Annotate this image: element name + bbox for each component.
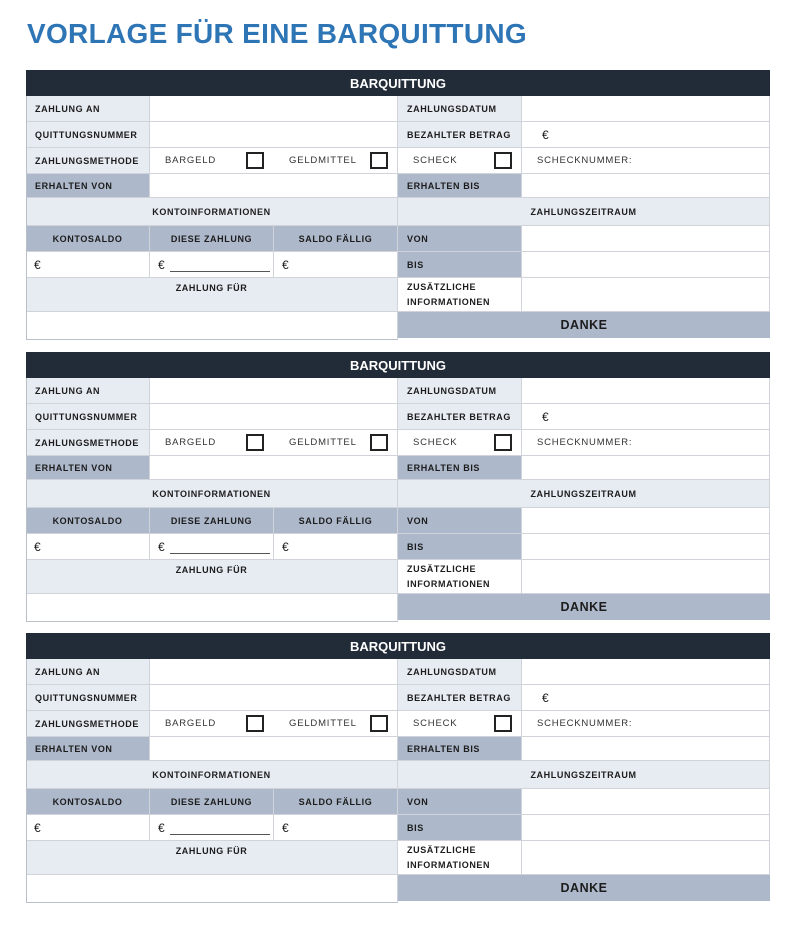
input-zahlung-an[interactable]: [150, 378, 398, 404]
label-erhalten-bis: ERHALTEN BIS: [398, 737, 522, 761]
danke-banner: DANKE: [398, 312, 770, 338]
currency-symbol: €: [542, 409, 549, 424]
label-bis: BIS: [398, 815, 522, 841]
input-bezahlter-betrag[interactable]: [522, 122, 770, 148]
option-geldmittel: GELDMITTEL: [289, 155, 357, 166]
option-bargeld: BARGELD: [165, 718, 217, 729]
input-diese-zahlung[interactable]: [150, 252, 274, 278]
input-erhalten-von[interactable]: [150, 737, 398, 761]
label-quittungsnummer: QUITTUNGSNUMMER: [26, 122, 150, 148]
page-title: VORLAGE FÜR EINE BARQUITTUNG: [27, 18, 527, 49]
input-zahlung-fuer[interactable]: [26, 594, 398, 622]
section-zahlungszeitraum: ZAHLUNGSZEITRAUM: [398, 761, 770, 789]
input-kontosaldo[interactable]: [26, 252, 150, 278]
left-border: [26, 659, 27, 875]
input-diese-zahlung[interactable]: [150, 815, 274, 841]
input-erhalten-bis[interactable]: [522, 456, 770, 480]
currency-symbol: €: [282, 539, 289, 554]
label-zahlung-an: ZAHLUNG AN: [26, 96, 150, 122]
option-geldmittel: GELDMITTEL: [289, 718, 357, 729]
left-border: [26, 378, 27, 594]
receipt-2: [26, 352, 770, 622]
label-bezahlter-betrag: BEZAHLTER BETRAG: [398, 685, 522, 711]
label-zahlung-an: ZAHLUNG AN: [26, 378, 150, 404]
input-von[interactable]: [522, 789, 770, 815]
col-saldo-faellig: SALDO FÄLLIG: [274, 508, 398, 534]
input-quittungsnummer[interactable]: [150, 404, 398, 430]
input-von[interactable]: [522, 226, 770, 252]
label-erhalten-bis: ERHALTEN BIS: [398, 456, 522, 480]
schecknummer-cell[interactable]: [522, 711, 770, 737]
label-zahlung-fuer: ZAHLUNG FÜR: [26, 278, 398, 312]
label-zusaetzliche-informationen: [398, 560, 522, 594]
currency-symbol: €: [158, 820, 165, 835]
danke-banner: DANKE: [398, 594, 770, 620]
input-saldo-faellig[interactable]: [274, 252, 398, 278]
input-zusaetzliche-informationen[interactable]: [522, 278, 770, 312]
checkbox-bargeld[interactable]: [246, 152, 264, 169]
label-erhalten-von: ERHALTEN VON: [26, 737, 150, 761]
currency-symbol: €: [158, 539, 165, 554]
col-diese-zahlung: DIESE ZAHLUNG: [150, 789, 274, 815]
label-zahlung-fuer: ZAHLUNG FÜR: [26, 560, 398, 594]
danke-banner: DANKE: [398, 875, 770, 901]
schecknummer-cell[interactable]: [522, 430, 770, 456]
label-zahlung-fuer: ZAHLUNG FÜR: [26, 841, 398, 875]
input-kontosaldo[interactable]: [26, 815, 150, 841]
option-geldmittel: GELDMITTEL: [289, 437, 357, 448]
label-schecknummer: SCHECKNUMMER:: [537, 718, 633, 729]
label-erhalten-von: ERHALTEN VON: [26, 456, 150, 480]
currency-symbol: €: [282, 257, 289, 272]
section-zahlungszeitraum: ZAHLUNGSZEITRAUM: [398, 198, 770, 226]
input-saldo-faellig[interactable]: [274, 815, 398, 841]
label-zusaetzliche: ZUSÄTZLICHE: [407, 563, 477, 574]
option-bargeld: BARGELD: [165, 437, 217, 448]
payment-method-options: [150, 711, 398, 737]
label-informationen: INFORMATIONEN: [407, 859, 491, 870]
schecknummer-cell[interactable]: [522, 148, 770, 174]
label-zusaetzliche-informationen: [398, 841, 522, 875]
currency-symbol: €: [34, 257, 41, 272]
input-saldo-faellig[interactable]: [274, 534, 398, 560]
currency-symbol: €: [158, 257, 165, 272]
checkbox-scheck[interactable]: [494, 715, 512, 732]
input-erhalten-von[interactable]: [150, 174, 398, 198]
option-scheck: SCHECK: [413, 437, 458, 448]
label-zusaetzliche-informationen: [398, 278, 522, 312]
input-zahlung-an[interactable]: [150, 659, 398, 685]
option-scheck-cell: [398, 711, 522, 737]
input-zahlungsdatum[interactable]: [522, 659, 770, 685]
option-scheck: SCHECK: [413, 718, 458, 729]
checkbox-bargeld[interactable]: [246, 434, 264, 451]
section-kontoinformationen: KONTOINFORMATIONEN: [26, 480, 398, 508]
label-zahlungsdatum: ZAHLUNGSDATUM: [398, 378, 522, 404]
label-bis: BIS: [398, 534, 522, 560]
col-kontosaldo: KONTOSALDO: [26, 789, 150, 815]
receipt-1: [26, 70, 770, 340]
label-zusaetzliche: ZUSÄTZLICHE: [407, 281, 477, 292]
label-von: VON: [398, 226, 522, 252]
label-schecknummer: SCHECKNUMMER:: [537, 155, 633, 166]
checkbox-geldmittel[interactable]: [370, 715, 388, 732]
label-bis: BIS: [398, 252, 522, 278]
checkbox-geldmittel[interactable]: [370, 152, 388, 169]
input-bezahlter-betrag[interactable]: [522, 685, 770, 711]
col-saldo-faellig: SALDO FÄLLIG: [274, 226, 398, 252]
input-bis[interactable]: [522, 252, 770, 278]
input-zahlung-fuer[interactable]: [26, 312, 398, 340]
label-zahlungsmethode: ZAHLUNGSMETHODE: [26, 430, 150, 456]
currency-symbol: €: [34, 820, 41, 835]
currency-symbol: €: [542, 127, 549, 142]
label-erhalten-bis: ERHALTEN BIS: [398, 174, 522, 198]
col-kontosaldo: KONTOSALDO: [26, 508, 150, 534]
input-zusaetzliche-informationen[interactable]: [522, 560, 770, 594]
input-zahlungsdatum[interactable]: [522, 378, 770, 404]
col-diese-zahlung: DIESE ZAHLUNG: [150, 226, 274, 252]
section-kontoinformationen: KONTOINFORMATIONEN: [26, 761, 398, 789]
payment-method-options: [150, 148, 398, 174]
input-erhalten-bis[interactable]: [522, 174, 770, 198]
input-kontosaldo[interactable]: [26, 534, 150, 560]
underline: [170, 271, 270, 272]
underline: [170, 834, 270, 835]
label-zahlungsdatum: ZAHLUNGSDATUM: [398, 659, 522, 685]
col-diese-zahlung: DIESE ZAHLUNG: [150, 508, 274, 534]
currency-symbol: €: [34, 539, 41, 554]
label-informationen: INFORMATIONEN: [407, 296, 491, 307]
receipt-header: BARQUITTUNG: [26, 352, 770, 378]
currency-symbol: €: [282, 820, 289, 835]
receipt-header: BARQUITTUNG: [26, 633, 770, 659]
label-zahlungsmethode: ZAHLUNGSMETHODE: [26, 711, 150, 737]
receipt-3: [26, 633, 770, 903]
checkbox-scheck[interactable]: [494, 152, 512, 169]
col-kontosaldo: KONTOSALDO: [26, 226, 150, 252]
label-quittungsnummer: QUITTUNGSNUMMER: [26, 404, 150, 430]
label-zahlungsmethode: ZAHLUNGSMETHODE: [26, 148, 150, 174]
label-schecknummer: SCHECKNUMMER:: [537, 437, 633, 448]
label-von: VON: [398, 789, 522, 815]
input-bis[interactable]: [522, 815, 770, 841]
label-bezahlter-betrag: BEZAHLTER BETRAG: [398, 404, 522, 430]
label-zahlung-an: ZAHLUNG AN: [26, 659, 150, 685]
option-scheck: SCHECK: [413, 155, 458, 166]
label-bezahlter-betrag: BEZAHLTER BETRAG: [398, 122, 522, 148]
input-bezahlter-betrag[interactable]: [522, 404, 770, 430]
input-erhalten-bis[interactable]: [522, 737, 770, 761]
input-zahlung-fuer[interactable]: [26, 875, 398, 903]
checkbox-scheck[interactable]: [494, 434, 512, 451]
input-diese-zahlung[interactable]: [150, 534, 274, 560]
label-informationen: INFORMATIONEN: [407, 578, 491, 589]
label-quittungsnummer: QUITTUNGSNUMMER: [26, 685, 150, 711]
input-quittungsnummer[interactable]: [150, 122, 398, 148]
input-zusaetzliche-informationen[interactable]: [522, 841, 770, 875]
input-von[interactable]: [522, 508, 770, 534]
receipt-header: BARQUITTUNG: [26, 70, 770, 96]
input-erhalten-von[interactable]: [150, 456, 398, 480]
input-quittungsnummer[interactable]: [150, 685, 398, 711]
checkbox-bargeld[interactable]: [246, 715, 264, 732]
input-zahlung-an[interactable]: [150, 96, 398, 122]
section-kontoinformationen: KONTOINFORMATIONEN: [26, 198, 398, 226]
option-bargeld: BARGELD: [165, 155, 217, 166]
input-bis[interactable]: [522, 534, 770, 560]
option-scheck-cell: [398, 430, 522, 456]
left-border: [26, 96, 27, 312]
underline: [170, 553, 270, 554]
col-saldo-faellig: SALDO FÄLLIG: [274, 789, 398, 815]
checkbox-geldmittel[interactable]: [370, 434, 388, 451]
currency-symbol: €: [542, 690, 549, 705]
label-zusaetzliche: ZUSÄTZLICHE: [407, 844, 477, 855]
section-zahlungszeitraum: ZAHLUNGSZEITRAUM: [398, 480, 770, 508]
label-zahlungsdatum: ZAHLUNGSDATUM: [398, 96, 522, 122]
label-erhalten-von: ERHALTEN VON: [26, 174, 150, 198]
payment-method-options: [150, 430, 398, 456]
option-scheck-cell: [398, 148, 522, 174]
label-von: VON: [398, 508, 522, 534]
input-zahlungsdatum[interactable]: [522, 96, 770, 122]
